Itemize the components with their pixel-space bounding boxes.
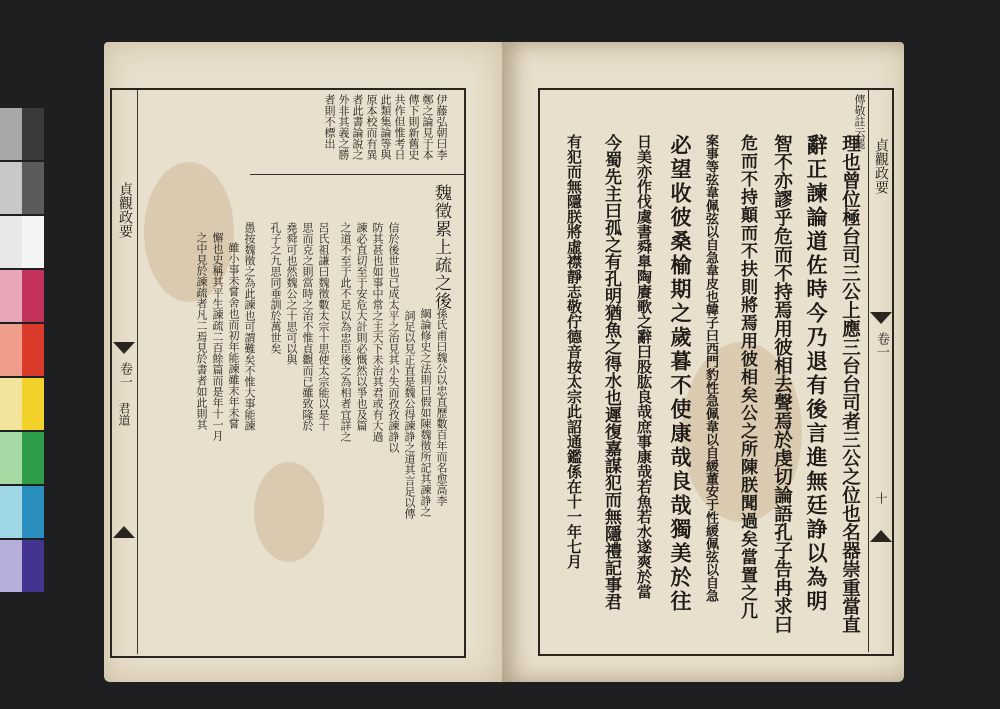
- header-note: 外非其義之勝: [337, 94, 350, 160]
- left-page: [104, 42, 502, 682]
- section-heading-text: 魏徵累上疏之後: [431, 184, 451, 310]
- commentary-column: 懈也史稱其平生諫疏二百餘篇而是年十一月: [211, 232, 224, 441]
- text-column: 理也曾位極台司三公上應三台台司者三公之位也名器崇重當直: [839, 134, 861, 634]
- commentary-column: 雖小事未嘗舍也而初年能諫雖末年未嘗: [227, 242, 240, 429]
- commentary-column: 綱論修史之法則曰假如陳魏徵所記其諫諍之: [419, 308, 432, 517]
- commentary-column: 思而克之則當時之治不惟貞觀而已雖致隆於: [301, 222, 314, 431]
- commentary-column: 信於後世也已成太平之治見其小失而孜孜諫諍以: [387, 222, 400, 453]
- text-column: 危而不持顛而不扶則將焉用彼相矣公之所陳朕聞過矣當置之几: [737, 134, 757, 620]
- text-column: 智不亦謬乎危而不持焉用彼相去聲焉於虔切論語孔子告冉求曰: [771, 134, 793, 634]
- margin-page-number: 十: [874, 492, 888, 504]
- commentary-column: 之道不至于此不足以為忠臣後之為相者宜詳之: [339, 222, 352, 442]
- commentary-column: 防其甚也如事中常之主天下未治其君或有大過: [371, 222, 384, 442]
- fishtail-mark: [870, 312, 892, 324]
- header-note: 原本校而有異: [365, 94, 378, 160]
- commentary-column: 之中見於諫疏者凡二焉見於書者如此則其: [195, 232, 208, 430]
- header-note: 者此書論說之: [351, 94, 364, 160]
- commentary-column: 孔子之九思同垂訓於萬世矣: [269, 222, 282, 354]
- header-note: 傳下則新舊史: [407, 94, 420, 160]
- text-column: 今蜀先主曰孤之有孔明猶魚之得水也遲復嘉謀犯而無隱禮記事君: [601, 134, 621, 610]
- commentary-column: 愚按魏徵之為此諫也可謂難矣不惟大事能諫: [243, 222, 256, 431]
- header-note: 鄭之論見于本: [421, 94, 434, 160]
- commentary-column: 詞足以見正直是魏公得諫諍之道其言足以傳: [403, 310, 416, 519]
- commentary-column: 孫氏甫曰魏公以忠直歷數百年而名愈高李: [435, 308, 448, 506]
- header-note: 者則不標出: [323, 94, 336, 149]
- header-note: 共作但惟考日: [393, 94, 406, 160]
- header-note: 伊藤弘朝曰李: [435, 94, 448, 160]
- text-column: 日美亦作伐虞書舜臯陶賡歌之辭曰股肱良哉庶事康哉若魚若水遂爽於當: [635, 134, 653, 599]
- commentary-column: 呂氏祖謙曰魏徵數太宗十思使太宗能以是十: [317, 222, 330, 431]
- margin-chapter: 卷一: [117, 362, 132, 388]
- text-column: 必望收彼桑榆期之歲暮不使康哉良哉獨美於往: [668, 134, 693, 614]
- header-note: 此類集論等與: [379, 94, 392, 160]
- commentary-column: 堯舜可也然魏公之十思可以與: [285, 222, 298, 365]
- commentary-column: 諫必直切至于安危大計則必慨然以爭也及篇: [355, 222, 368, 431]
- margin-section: 君道: [117, 402, 131, 426]
- text-column: 辭正諫論道佐時今乃退有後言進無廷諍以為明: [804, 134, 829, 614]
- text-column: 案事等弦韋佩弦以自急韋皮也韓子曰西門豹性急佩韋以自緩董安于性緩佩弦以自急: [703, 134, 718, 602]
- color-calibration-chart: [0, 108, 44, 594]
- fishtail-mark: [113, 526, 135, 538]
- right-page: [502, 42, 904, 682]
- fishtail-mark: [870, 530, 892, 542]
- top-note: 傳敬註云罷: [853, 94, 866, 149]
- margin-title: 貞觀政要: [873, 138, 889, 194]
- fishtail-mark: [113, 342, 135, 354]
- text-column: 有犯而無隱朕將虛襟靜志敬佇德音按太宗此詔通鑑係在十一年七月: [565, 134, 583, 569]
- margin-chapter: 卷一: [874, 332, 889, 358]
- margin-title: 貞觀政要: [117, 182, 133, 238]
